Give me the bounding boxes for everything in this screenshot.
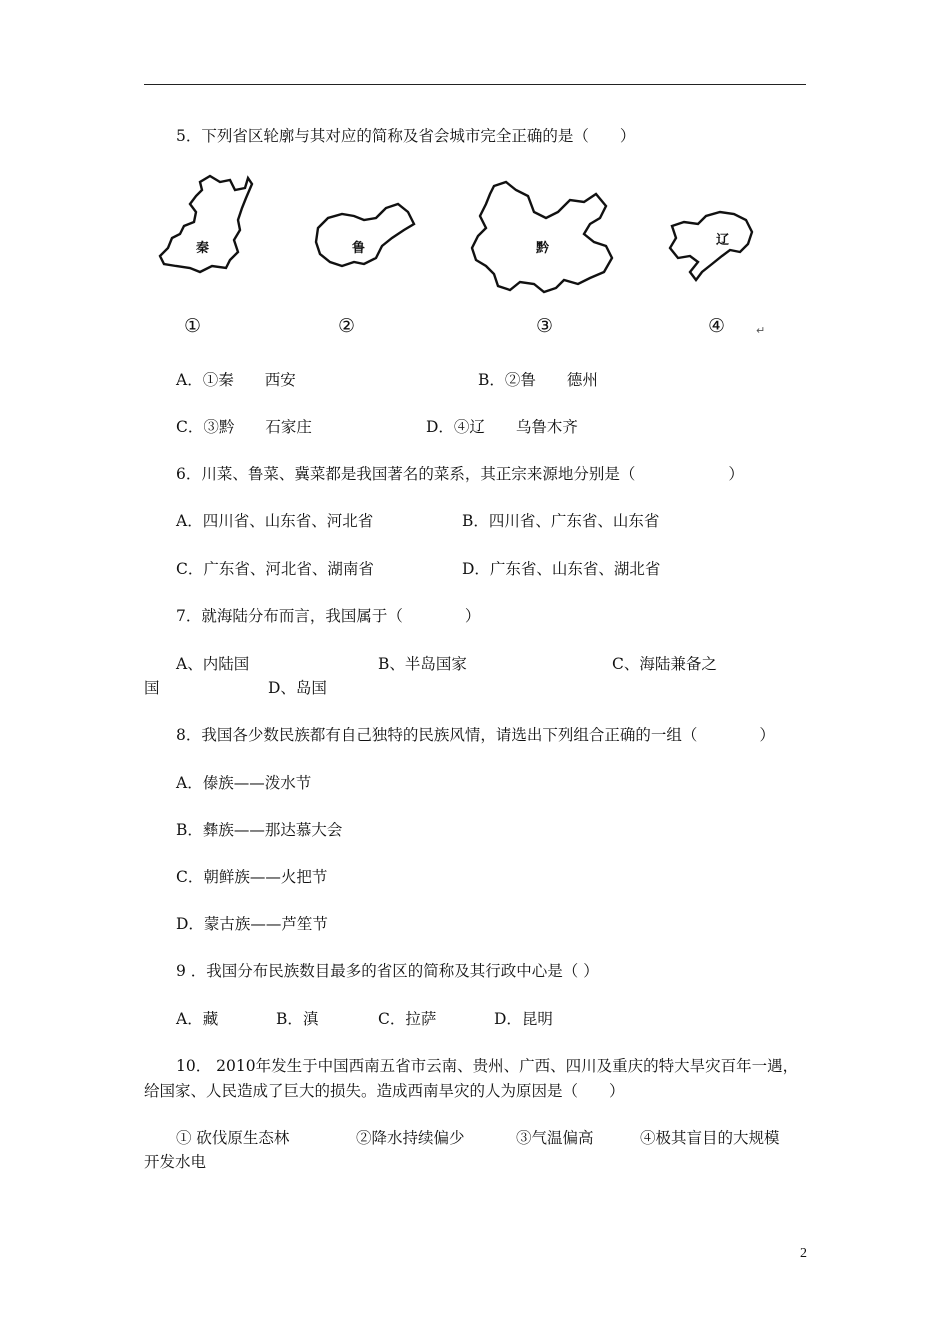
map-number-1: ① bbox=[184, 315, 202, 337]
q7-option-c-cont: 国 bbox=[144, 679, 160, 697]
q7-option-a: A、内陆国 bbox=[176, 655, 250, 673]
map-label-1: 秦 bbox=[196, 241, 210, 256]
map-number-3: ③ bbox=[536, 315, 554, 337]
q10-stem-line2: 给国家、人民造成了巨大的损失。造成西南旱灾的人为原因是（ ） bbox=[144, 1082, 625, 1100]
q5-option-b: B．②鲁 德州 bbox=[478, 371, 598, 389]
map-number-2: ② bbox=[338, 315, 356, 337]
map-label-4: 辽 bbox=[716, 233, 730, 248]
q6-option-a: A．四川省、山东省、河北省 bbox=[176, 512, 374, 530]
q10-option-2: ②降水持续偏少 bbox=[356, 1129, 465, 1147]
page-number: 2 bbox=[800, 1246, 807, 1261]
q5-stem: 5．下列省区轮廓与其对应的简称及省会城市完全正确的是（ ） bbox=[176, 127, 636, 145]
q9-option-a: A．藏 bbox=[176, 1010, 219, 1028]
header-rule bbox=[144, 84, 806, 85]
q5-option-c: C．③黔 石家庄 bbox=[176, 418, 312, 436]
province-outline-1 bbox=[160, 176, 252, 272]
map-label-2: 鲁 bbox=[352, 241, 366, 256]
province-outline-figure bbox=[150, 168, 770, 343]
q5-option-d: D．④辽 乌鲁木齐 bbox=[426, 418, 578, 436]
q6-option-d: D．广东省、山东省、湖北省 bbox=[462, 560, 661, 578]
q8-option-a: A．傣族——泼水节 bbox=[176, 774, 312, 792]
q5-option-a: A．①秦 西安 bbox=[176, 371, 296, 389]
q9-option-d: D．昆明 bbox=[494, 1010, 553, 1028]
province-outline-3 bbox=[472, 182, 612, 292]
q8-option-b: B．彝族——那达慕大会 bbox=[176, 821, 343, 839]
q10-option-4: ④极其盲目的大规模 bbox=[640, 1129, 780, 1147]
q9-stem: 9 ．我国分布民族数目最多的省区的简称及其行政中心是（ ） bbox=[176, 962, 599, 980]
q10-stem-line1: 10． 2010年发生于中国西南五省市云南、贵州、广西、四川及重庆的特大旱灾百年一遇， bbox=[176, 1057, 799, 1075]
province-outline-svg bbox=[150, 168, 770, 343]
q8-option-c: C．朝鲜族——火把节 bbox=[176, 868, 328, 886]
q6-stem: 6．川菜、鲁菜、冀菜都是我国著名的菜系，其正宗来源地分别是（ ） bbox=[176, 465, 744, 483]
q6-option-b: B．四川省、广东省、山东省 bbox=[462, 512, 660, 530]
province-outline-2 bbox=[316, 204, 414, 266]
q8-stem: 8．我国各少数民族都有自己独特的民族风情，请选出下列组合正确的一组（ ） bbox=[176, 726, 775, 744]
q7-option-c: C、海陆兼备之 bbox=[612, 655, 717, 673]
map-label-3: 黔 bbox=[536, 241, 550, 256]
q9-option-c: C．拉萨 bbox=[378, 1010, 437, 1028]
province-outline-4 bbox=[670, 212, 752, 280]
q10-option-1: ① 砍伐原生态林 bbox=[176, 1129, 290, 1147]
q6-option-c: C．广东省、河北省、湖南省 bbox=[176, 560, 374, 578]
q7-stem: 7．就海陆分布而言，我国属于（ ） bbox=[176, 607, 481, 625]
q10-option-3: ③气温偏高 bbox=[516, 1129, 594, 1147]
q8-option-d: D．蒙古族——芦笙节 bbox=[176, 915, 328, 933]
q7-option-d: D、岛国 bbox=[268, 679, 327, 697]
q9-option-b: B．滇 bbox=[276, 1010, 319, 1028]
q7-option-b: B、半岛国家 bbox=[378, 655, 467, 673]
q10-option-4-cont: 开发水电 bbox=[144, 1153, 207, 1171]
map-number-4: ④ bbox=[708, 315, 726, 337]
return-mark: ↵ bbox=[756, 324, 766, 337]
